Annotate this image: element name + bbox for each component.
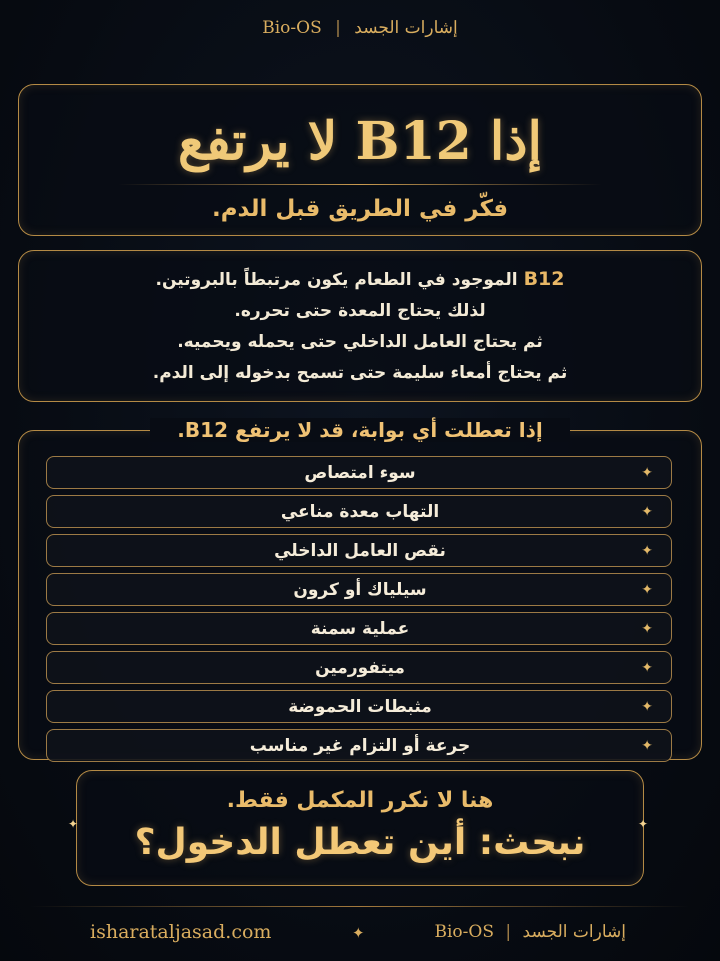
cause-label: ميتفورمين (315, 658, 405, 678)
cause-label: سوء امتصاص (304, 463, 416, 483)
cause-item (46, 495, 672, 528)
cause-label: عملية سمنة (310, 619, 410, 639)
brand-separator: | (335, 18, 341, 38)
intro-line-4: ثم يحتاج أمعاء سليمة حتى تسمح بدخوله إلى الدم. (152, 363, 568, 383)
sparkle-bullet-icon: ✦ (641, 504, 653, 520)
cause-item (46, 651, 672, 684)
cause-label: جرعة أو التزام غير مناسب (249, 736, 471, 756)
footer-brand (435, 922, 627, 942)
intro-line-1-rest: الموجود في الطعام يكون مرتبطاً بالبروتين. (155, 270, 524, 290)
cause-item (46, 612, 672, 645)
cause-label: نقص العامل الداخلي (274, 541, 446, 561)
cause-item (46, 690, 672, 723)
cause-item (46, 456, 672, 489)
cause-item (46, 573, 672, 606)
sparkle-bullet-icon: ✦ (641, 738, 653, 754)
footer-website: isharataljasad.com (90, 921, 272, 943)
footer-brand-english: Bio-OS (434, 922, 494, 942)
sparkle-bullet-icon: ✦ (641, 621, 653, 637)
footer-star-icon: ✦ (352, 924, 365, 942)
intro-line-2: لذلك يحتاج المعدة حتى تحرره. (234, 301, 486, 321)
cause-item (46, 729, 672, 762)
sparkle-icon: ✦ (67, 817, 78, 831)
sparkle-bullet-icon: ✦ (641, 582, 653, 598)
sparkle-bullet-icon: ✦ (641, 543, 653, 559)
cause-item (46, 534, 672, 567)
title-divider (118, 184, 602, 185)
intro-line-1 (40, 264, 680, 296)
brand-arabic: إشارات الجسد (354, 18, 458, 38)
cause-label: التهاب معدة مناعي (280, 502, 440, 522)
intro-line-3: ثم يحتاج العامل الداخلي حتى يحمله ويحميه. (177, 332, 543, 352)
sparkle-bullet-icon: ✦ (641, 699, 653, 715)
intro-lead-b12: B12 (523, 268, 565, 290)
sparkle-bullet-icon: ✦ (641, 660, 653, 676)
closing-line-2: نبحث: أين تعطل الدخول؟ (134, 822, 586, 863)
top-brand-bar (0, 18, 720, 38)
footer-brand-arabic: إشارات الجسد (522, 922, 626, 942)
cause-label: مثبطات الحموضة (288, 697, 432, 717)
headline: إذا B12 لا يرتفع (178, 111, 542, 172)
sparkle-icon: ✦ (637, 817, 648, 831)
footer-brand-separator: | (505, 922, 512, 942)
closing-line-1: هنا لا نكرر المكمل فقط. (226, 788, 494, 813)
sparkle-bullet-icon: ✦ (641, 465, 653, 481)
intro-text (40, 264, 680, 389)
causes-heading: إذا تعطلت أي بوابة، قد لا يرتفع B12. (150, 418, 570, 442)
cause-label: سيلياك أو كرون (293, 580, 427, 600)
subtitle: فكّر في الطريق قبل الدم. (211, 196, 509, 222)
brand-english: Bio-OS (262, 18, 322, 38)
footer-divider (30, 906, 690, 907)
